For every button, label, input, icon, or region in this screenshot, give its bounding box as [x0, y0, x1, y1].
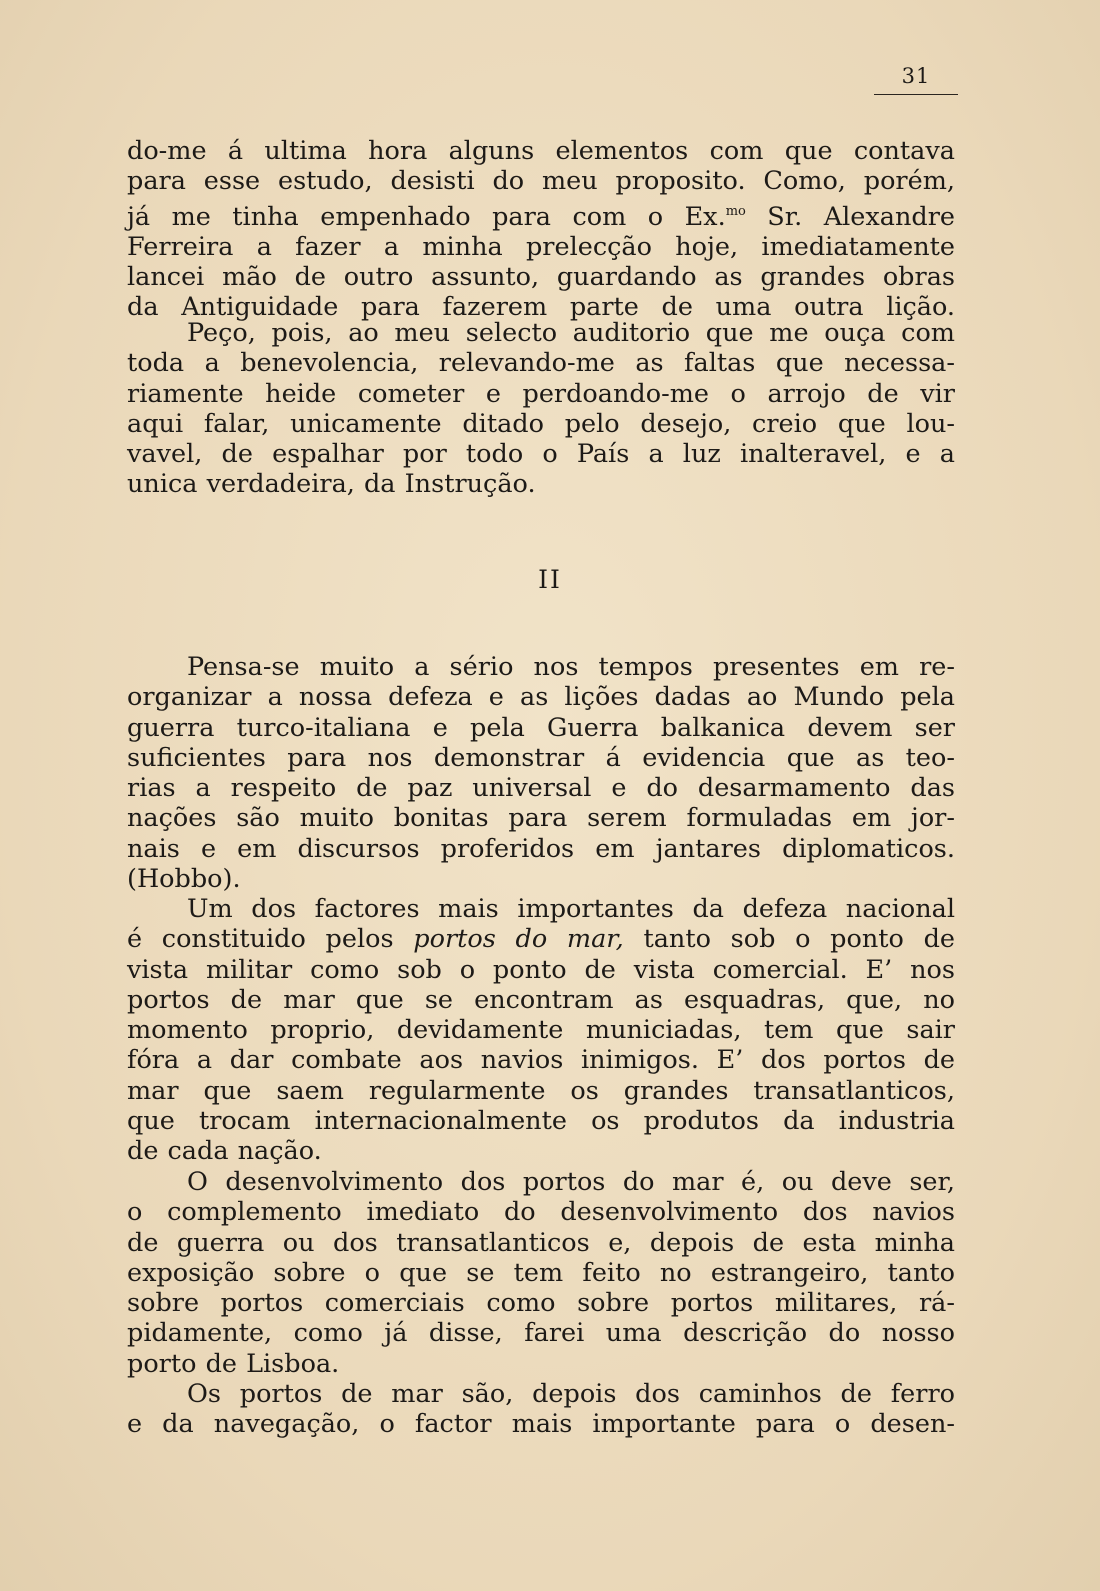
section-heading: II [538, 565, 562, 594]
text-line: lancei mão de outro assunto, guardando as grandes obras [127, 262, 955, 293]
text-line: e da navegação, o factor mais importante para o desen- [127, 1409, 955, 1440]
text-line: rias a respeito de paz universal e do desarmamento das [127, 773, 955, 804]
text-line: já me tinha empenhado para com o Ex.$^{mo}$ Sr. Alexandre [127, 201, 956, 232]
text-line: toda a benevolencia, relevando-me as faltas que necessa- [127, 348, 955, 379]
text-line: pidamente, como já disse, farei uma descrição do nosso [127, 1318, 955, 1349]
page-number: 31 [874, 64, 958, 95]
text-line: que trocam internacionalmente os produtos da industria [127, 1106, 955, 1137]
text-line: mar que saem regularmente os grandes transatlanticos, [127, 1075, 955, 1106]
text-line: suficientes para nos demonstrar á evidencia que as teo- [127, 742, 955, 773]
text-line: momento proprio, devidamente municiadas, tem que sair [127, 1015, 955, 1046]
body-paragraph-4 [127, 1379, 955, 1440]
text-line: porto de Lisboa. [127, 1348, 340, 1379]
body-paragraph-3 [127, 1167, 955, 1379]
body-paragraph-1 [127, 652, 955, 894]
body-paragraph-2 [127, 894, 955, 1167]
text-line: nações são muito bonitas para serem formuladas em jor- [127, 803, 955, 834]
text-line: para esse estudo, desisti do meu proposito. Como, porém, [127, 166, 955, 197]
text-line: do-me á ultima hora alguns elementos com que contava [127, 136, 955, 166]
text-line: portos de mar que se encontram as esquadras, que, no [127, 984, 955, 1015]
text-line: O desenvolvimento dos portos do mar é, ou deve ser, [187, 1167, 955, 1197]
text-line: o complemento imediato do desenvolvimento dos navios [127, 1197, 955, 1228]
text-line: exposição sobre o que se tem feito no estrangeiro, tanto [127, 1257, 955, 1288]
text-line: fóra a dar combate aos navios inimigos. E’ dos portos de [127, 1045, 955, 1076]
intro-paragraph-2 [127, 318, 955, 500]
text-line: Pensa-se muito a sério nos tempos presentes em re- [187, 652, 955, 682]
intro-paragraph-1 [127, 136, 955, 323]
text-line: é constituido pelos portos do mar, tanto sob o ponto de [127, 924, 955, 955]
text-line: guerra turco-italiana e pela Guerra balkanica devem ser [127, 712, 955, 743]
text-line: Um dos factores mais importantes da defeza nacional [187, 894, 955, 924]
text-line: vista militar como sob o ponto de vista comercial. E’ nos [127, 954, 955, 985]
text-line: organizar a nossa defeza e as lições dadas ao Mundo pela [127, 682, 955, 713]
text-line: unica verdadeira, da Instrução. [127, 469, 536, 500]
text-line: de cada nação. [127, 1136, 322, 1167]
text-line: Os portos de mar são, depois dos caminhos de ferro [187, 1379, 955, 1409]
text-line: riamente heide cometer e perdoando-me o arrojo de vir [127, 378, 955, 409]
text-line: aqui falar, unicamente ditado pelo desejo, creio que lou- [127, 408, 955, 439]
italic-term: portos do mar, [413, 924, 624, 955]
text-line: Ferreira a fazer a minha prelecção hoje, imediatamente [127, 231, 955, 262]
text-line: Peço, pois, ao meu selecto auditorio que me ouça com [187, 318, 955, 348]
text-line: sobre portos comerciais como sobre portos militares, rá- [127, 1288, 955, 1319]
text-line: (Hobbo). [127, 864, 241, 895]
text-line: nais e em discursos proferidos em jantares diplomaticos. [127, 833, 955, 864]
text-line: da Antiguidade para fazerem parte de uma outra lição. [127, 292, 955, 323]
text-line: vavel, de espalhar por todo o País a luz inalteravel, e a [127, 439, 955, 470]
text-line: de guerra ou dos transatlanticos e, depois de esta minha [127, 1227, 955, 1258]
